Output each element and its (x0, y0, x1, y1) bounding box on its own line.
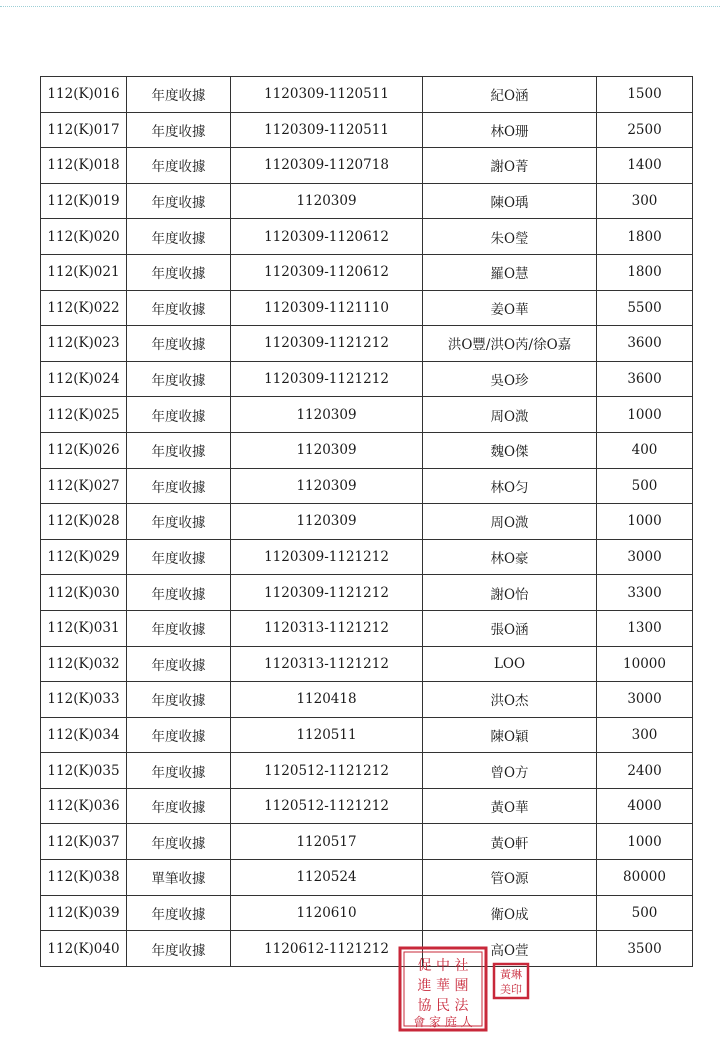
receipt-type-cell: 年度收據 (127, 539, 231, 575)
receipt-type-cell: 年度收據 (127, 112, 231, 148)
amount-cell: 2500 (597, 112, 693, 148)
table-row (41, 717, 693, 753)
receipt-type-cell: 年度收據 (127, 575, 231, 611)
donor-name-cell: 曾O方 (423, 753, 597, 789)
donor-name-cell: 姜O華 (423, 290, 597, 326)
record-id-cell: 112(K)017 (41, 112, 127, 148)
donor-name-cell: 林O珊 (423, 112, 597, 148)
record-id-cell: 112(K)022 (41, 290, 127, 326)
donor-name-cell: 洪O豐/洪O芮/徐O嘉 (423, 326, 597, 362)
date-period-cell: 1120309-1121212 (231, 326, 423, 362)
amount-cell: 5500 (597, 290, 693, 326)
svg-text:美印: 美印 (500, 983, 522, 996)
receipt-type-cell: 年度收據 (127, 717, 231, 753)
table-row (41, 788, 693, 824)
amount-cell: 3000 (597, 539, 693, 575)
table-row (41, 183, 693, 219)
amount-cell: 4000 (597, 788, 693, 824)
record-id-cell: 112(K)033 (41, 682, 127, 718)
amount-cell: 300 (597, 183, 693, 219)
date-period-cell: 1120309-1121212 (231, 361, 423, 397)
date-period-cell: 1120309 (231, 397, 423, 433)
date-period-cell: 1120309-1120612 (231, 254, 423, 290)
table-row (41, 468, 693, 504)
record-id-cell: 112(K)026 (41, 432, 127, 468)
amount-cell: 3500 (597, 931, 693, 967)
table-row (41, 931, 693, 967)
table-row (41, 254, 693, 290)
date-period-cell: 1120309-1121212 (231, 575, 423, 611)
donor-name-cell: 高O萱 (423, 931, 597, 967)
record-id-cell: 112(K)038 (41, 860, 127, 896)
date-period-cell: 1120512-1121212 (231, 753, 423, 789)
date-period-cell: 1120309 (231, 468, 423, 504)
receipt-type-cell: 年度收據 (127, 610, 231, 646)
date-period-cell: 1120309 (231, 432, 423, 468)
receipt-type-cell: 年度收據 (127, 895, 231, 931)
donor-name-cell: 羅O慧 (423, 254, 597, 290)
date-period-cell: 1120313-1121212 (231, 646, 423, 682)
record-id-cell: 112(K)019 (41, 183, 127, 219)
amount-cell: 400 (597, 432, 693, 468)
receipt-type-cell: 年度收據 (127, 254, 231, 290)
receipt-type-cell: 年度收據 (127, 148, 231, 184)
table-row (41, 148, 693, 184)
record-id-cell: 112(K)031 (41, 610, 127, 646)
record-id-cell: 112(K)036 (41, 788, 127, 824)
amount-cell: 1500 (597, 77, 693, 113)
amount-cell: 1400 (597, 148, 693, 184)
top-border-line (0, 6, 720, 7)
amount-cell: 1800 (597, 219, 693, 255)
table-row (41, 682, 693, 718)
date-period-cell: 1120309-1120718 (231, 148, 423, 184)
table-row (41, 219, 693, 255)
donor-name-cell: 紀O涵 (423, 77, 597, 113)
receipt-records-table (40, 76, 693, 967)
amount-cell: 1000 (597, 397, 693, 433)
record-id-cell: 112(K)023 (41, 326, 127, 362)
date-period-cell: 1120512-1121212 (231, 788, 423, 824)
table-row (41, 575, 693, 611)
record-id-cell: 112(K)034 (41, 717, 127, 753)
donor-name-cell: 衛O成 (423, 895, 597, 931)
table-row (41, 895, 693, 931)
receipt-type-cell: 年度收據 (127, 788, 231, 824)
table-row (41, 824, 693, 860)
record-id-cell: 112(K)024 (41, 361, 127, 397)
donor-name-cell: 管O源 (423, 860, 597, 896)
record-id-cell: 112(K)025 (41, 397, 127, 433)
receipt-type-cell: 年度收據 (127, 824, 231, 860)
record-id-cell: 112(K)030 (41, 575, 127, 611)
date-period-cell: 1120309-1121212 (231, 539, 423, 575)
svg-text:會 家 庭 人: 會 家 庭 人 (413, 1015, 473, 1029)
date-period-cell: 1120309-1121110 (231, 290, 423, 326)
donor-name-cell: 陳O穎 (423, 717, 597, 753)
table-row (41, 112, 693, 148)
amount-cell: 500 (597, 895, 693, 931)
date-period-cell: 1120309 (231, 504, 423, 540)
record-id-cell: 112(K)028 (41, 504, 127, 540)
date-period-cell: 1120524 (231, 860, 423, 896)
table-row (41, 504, 693, 540)
table-row (41, 397, 693, 433)
receipt-type-cell: 年度收據 (127, 326, 231, 362)
donor-name-cell: 魏O傑 (423, 432, 597, 468)
date-period-cell: 1120309-1120612 (231, 219, 423, 255)
table-row (41, 361, 693, 397)
amount-cell: 3000 (597, 682, 693, 718)
receipt-type-cell: 年度收據 (127, 432, 231, 468)
amount-cell: 1000 (597, 824, 693, 860)
date-period-cell: 1120418 (231, 682, 423, 718)
date-period-cell: 1120313-1121212 (231, 610, 423, 646)
svg-text:促 中 社: 促 中 社 (417, 958, 469, 974)
receipt-type-cell: 年度收據 (127, 931, 231, 967)
receipt-type-cell: 年度收據 (127, 468, 231, 504)
receipt-type-cell: 年度收據 (127, 290, 231, 326)
record-id-cell: 112(K)016 (41, 77, 127, 113)
record-id-cell: 112(K)035 (41, 753, 127, 789)
record-id-cell: 112(K)027 (41, 468, 127, 504)
record-id-cell: 112(K)032 (41, 646, 127, 682)
receipt-type-cell: 年度收據 (127, 219, 231, 255)
table-row (41, 860, 693, 896)
amount-cell: 3600 (597, 326, 693, 362)
amount-cell: 1300 (597, 610, 693, 646)
record-id-cell: 112(K)040 (41, 931, 127, 967)
svg-text:進 華 團: 進 華 團 (417, 978, 469, 994)
donor-name-cell: 林O豪 (423, 539, 597, 575)
record-id-cell: 112(K)018 (41, 148, 127, 184)
receipt-type-cell: 年度收據 (127, 361, 231, 397)
receipt-type-cell: 年度收據 (127, 183, 231, 219)
amount-cell: 1000 (597, 504, 693, 540)
svg-text:協 民 法: 協 民 法 (417, 998, 469, 1014)
date-period-cell: 1120309 (231, 183, 423, 219)
table-row (41, 539, 693, 575)
date-period-cell: 1120612-1121212 (231, 931, 423, 967)
donor-name-cell: 周O溦 (423, 397, 597, 433)
amount-cell: 300 (597, 717, 693, 753)
table-row (41, 646, 693, 682)
amount-cell: 1800 (597, 254, 693, 290)
amount-cell: 2400 (597, 753, 693, 789)
record-id-cell: 112(K)029 (41, 539, 127, 575)
table-row (41, 290, 693, 326)
donor-name-cell: 林O匀 (423, 468, 597, 504)
donor-name-cell: 陳O瑀 (423, 183, 597, 219)
receipt-type-cell: 年度收據 (127, 397, 231, 433)
svg-text:黃琳: 黃琳 (500, 968, 522, 981)
donor-name-cell: 謝O怡 (423, 575, 597, 611)
date-period-cell: 1120511 (231, 717, 423, 753)
record-id-cell: 112(K)021 (41, 254, 127, 290)
record-id-cell: 112(K)037 (41, 824, 127, 860)
donor-name-cell: 黃O軒 (423, 824, 597, 860)
receipt-type-cell: 年度收據 (127, 753, 231, 789)
donor-name-cell: 周O溦 (423, 504, 597, 540)
donor-name-cell: LOO (423, 646, 597, 682)
record-id-cell: 112(K)020 (41, 219, 127, 255)
donor-name-cell: 黃O華 (423, 788, 597, 824)
receipt-type-cell: 年度收據 (127, 77, 231, 113)
donor-name-cell: 謝O菁 (423, 148, 597, 184)
amount-cell: 80000 (597, 860, 693, 896)
table-row (41, 753, 693, 789)
date-period-cell: 1120309-1120511 (231, 112, 423, 148)
amount-cell: 500 (597, 468, 693, 504)
receipt-type-cell: 單筆收據 (127, 860, 231, 896)
amount-cell: 3300 (597, 575, 693, 611)
date-period-cell: 1120517 (231, 824, 423, 860)
receipt-type-cell: 年度收據 (127, 504, 231, 540)
date-period-cell: 1120610 (231, 895, 423, 931)
record-id-cell: 112(K)039 (41, 895, 127, 931)
table-body (41, 77, 693, 967)
donor-name-cell: 吳O珍 (423, 361, 597, 397)
personal-seal (494, 964, 528, 998)
table-row (41, 326, 693, 362)
receipt-type-cell: 年度收據 (127, 682, 231, 718)
date-period-cell: 1120309-1120511 (231, 77, 423, 113)
donor-name-cell: 朱O瑩 (423, 219, 597, 255)
donor-name-cell: 張O涵 (423, 610, 597, 646)
table-row (41, 77, 693, 113)
donor-name-cell: 洪O杰 (423, 682, 597, 718)
receipt-type-cell: 年度收據 (127, 646, 231, 682)
official-seals (398, 944, 538, 1036)
table-row (41, 610, 693, 646)
organization-seal (400, 948, 486, 1030)
amount-cell: 3600 (597, 361, 693, 397)
table-row (41, 432, 693, 468)
amount-cell: 10000 (597, 646, 693, 682)
